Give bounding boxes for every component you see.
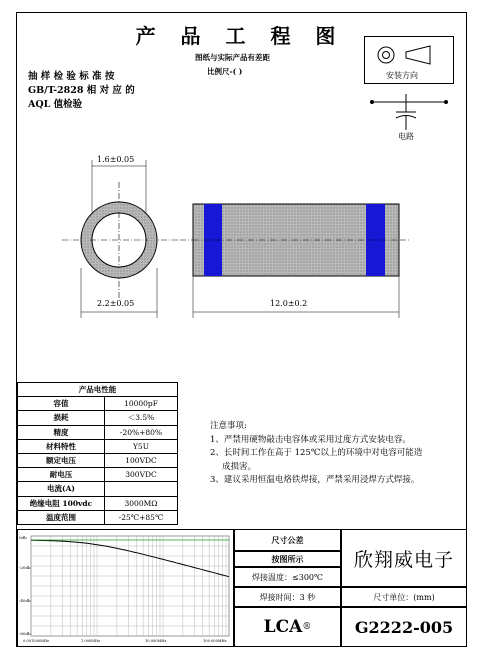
solder-time-cell	[234, 587, 341, 607]
brand-cell	[234, 607, 341, 647]
property-value: Y5U	[105, 439, 178, 453]
note-item: 3、建议采用恒温电烙铁焊接，严禁采用浸焊方式焊接。	[210, 475, 420, 485]
drawing-disclaimer: 图纸与实际产品有差距	[195, 53, 270, 62]
by-drawing-cell	[234, 551, 341, 567]
inspection-note-line2: GB/T-2828 相 对 应 的	[28, 85, 135, 96]
y-tick-label: 0db	[19, 535, 27, 540]
property-value: 300VDC	[105, 468, 178, 482]
solder-time-label: 焊接时间：3 秒	[259, 592, 316, 602]
note-item: 成损害。	[222, 461, 257, 472]
solder-temp-cell	[234, 567, 341, 587]
property-value: -25℃+85℃	[105, 510, 178, 524]
property-value: 100VDC	[105, 453, 178, 467]
property-key: 耐电压	[18, 468, 105, 482]
brand-logo: LCA	[263, 617, 303, 637]
property-key: 精度	[18, 425, 105, 439]
notes-heading: 注意事项:	[210, 421, 247, 431]
table-row	[18, 482, 178, 496]
property-key: 材料特性	[18, 439, 105, 453]
table-row	[18, 496, 178, 510]
tolerance-label: 尺寸公差	[271, 534, 304, 545]
by-drawing-label: 按图所示	[271, 553, 304, 564]
circuit-label: 电路	[398, 132, 414, 141]
property-value: 10000pF	[105, 397, 178, 411]
unit-cell	[341, 587, 467, 607]
electrical-properties-table	[17, 382, 178, 525]
table-row	[18, 425, 178, 439]
table-row	[18, 397, 178, 411]
property-key: 损耗	[18, 411, 105, 425]
table-row	[18, 439, 178, 453]
property-value: 3000MΩ	[105, 496, 178, 510]
table-row	[18, 411, 178, 425]
table-row	[18, 453, 178, 467]
y-tick-label: -60db	[19, 631, 31, 636]
company-cell	[341, 529, 467, 587]
properties-title: 产品电性能	[18, 383, 178, 397]
page-title: 产 品 工 程 图	[135, 24, 345, 48]
precautions-notes	[210, 420, 460, 488]
inspection-note-line1: 抽 样 检 验 标 准 按	[28, 71, 115, 82]
x-tick-label: 0.001000MHz	[23, 639, 49, 643]
dimension-inner-diameter: 1.6±0.05	[97, 155, 135, 164]
x-tick-label: 10.000MHz	[145, 639, 167, 643]
table-row	[18, 468, 178, 482]
property-value: ＜3.5%	[105, 411, 178, 425]
inspection-note-line3: AQL 值检验	[28, 99, 83, 110]
property-key: 温度范围	[18, 510, 105, 524]
install-direction-label: 安装方向	[386, 71, 418, 80]
y-tick-label: -20db	[19, 565, 31, 570]
note-item: 2、长时间工作在高于 125℃以上的环境中对电容可能造	[210, 448, 423, 458]
property-key: 额定电压	[18, 453, 105, 467]
solder-temp-label: 焊接温度：≤300℃	[252, 572, 323, 582]
unit-label: 尺寸单位：(mm)	[373, 592, 435, 602]
part-number: G2222-005	[354, 617, 454, 637]
tolerance-cell	[234, 529, 341, 551]
scale-label: 比例尺-( )	[207, 67, 243, 76]
table-row	[18, 510, 178, 524]
property-key: 绝缘电阻 100vdc	[18, 496, 105, 510]
note-item: 1、严禁用硬物敲击电容体或采用过度方式安装电容。	[210, 434, 411, 445]
part-number-cell	[341, 607, 467, 647]
company-name: 欣翔威电子	[353, 548, 454, 571]
registered-mark: ®	[302, 622, 312, 632]
frequency-response-graph	[17, 529, 234, 647]
property-key: 电流(A)	[18, 482, 105, 496]
property-value: -20%+80%	[105, 425, 178, 439]
dimension-outer-diameter: 2.2±0.05	[97, 299, 135, 308]
y-tick-label: -40db	[19, 598, 31, 603]
dimension-length: 12.0±0.2	[270, 299, 308, 308]
x-tick-label: 1.000MHz	[81, 639, 100, 643]
property-key: 容值	[18, 397, 105, 411]
x-tick-label: 100.000MHz	[203, 639, 227, 643]
property-value	[105, 482, 178, 496]
